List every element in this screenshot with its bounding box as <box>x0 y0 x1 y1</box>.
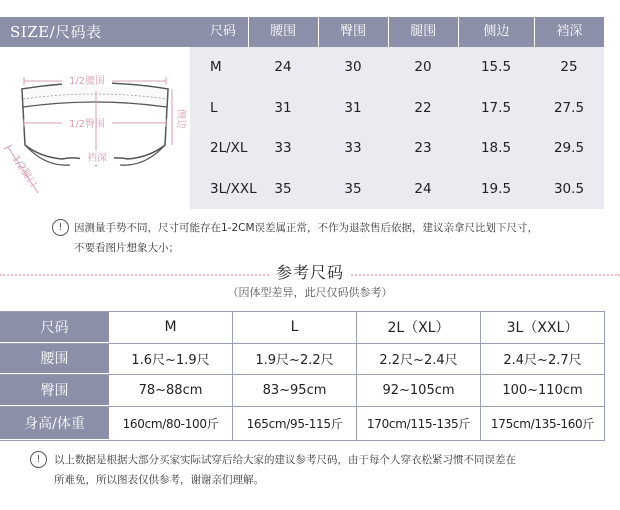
table-cell: 35 <box>344 180 362 197</box>
diagram-label-rise: 裆深 <box>87 153 107 164</box>
table-row <box>0 375 605 407</box>
header-hip: 臀围 <box>318 17 388 47</box>
header-size: 尺码 <box>210 24 237 39</box>
warning-icon: ! <box>30 451 47 468</box>
table-cell: 33 <box>344 140 362 157</box>
table-row <box>0 407 605 440</box>
table-cell: 31 <box>274 99 292 116</box>
table-row <box>190 169 604 210</box>
table-cell: 22 <box>414 99 432 116</box>
reference-note <box>54 450 614 490</box>
note-line: 所难免，所以图表仅供参考，谢谢亲们理解。 <box>54 474 264 486</box>
header-leg: 腿围 <box>388 17 458 47</box>
table-cell: M <box>109 312 233 343</box>
row-label-size: 尺码 <box>0 312 109 343</box>
row-label-waist: 腰围 <box>0 344 109 375</box>
row-label-hip: 臀围 <box>0 375 109 406</box>
table-cell: 35 <box>274 180 292 197</box>
table-cell: 18.5 <box>480 140 512 157</box>
size-table-header <box>190 17 604 47</box>
measurement-note <box>74 218 620 258</box>
table-cell: 2L/XL <box>210 140 248 157</box>
table-row <box>190 88 604 129</box>
table-cell: 3L/XXL <box>210 180 257 197</box>
table-cell: 3L（XXL） <box>481 312 605 343</box>
header-waist: 腰围 <box>248 17 318 47</box>
diagram-label-side: 侧边 <box>175 109 186 129</box>
table-cell: 92~105cm <box>357 375 481 406</box>
note-line: 以上数据是根据大部分买家实际试穿后给大家的建议参考尺码，由于每个人穿衣松紧习惯不同误差在 <box>54 454 516 466</box>
table-row <box>0 344 605 376</box>
table-cell: 17.5 <box>480 99 512 116</box>
table-cell: 83~95cm <box>233 375 357 406</box>
reference-subtitle: （因体型差异，此尺仅码供参考） <box>227 286 393 299</box>
header-side: 侧边 <box>458 17 534 47</box>
table-cell: 30 <box>344 59 362 76</box>
diagram-label-waist: 1/2腰围 <box>68 76 106 87</box>
warning-icon: ! <box>52 219 69 236</box>
table-cell: 170cm/115-135斤 <box>357 407 481 440</box>
size-table-body <box>190 47 604 209</box>
size-table-title: SIZE/尺码表 <box>0 17 190 47</box>
table-cell: 2L（XL） <box>357 312 481 343</box>
table-cell: 24 <box>274 59 292 76</box>
table-cell: 24 <box>414 180 432 197</box>
table-row <box>190 47 604 88</box>
diagram-label-leg: 1/2腿口 <box>9 153 39 190</box>
table-cell: 27.5 <box>553 99 585 116</box>
table-cell: 31 <box>344 99 362 116</box>
note-line: 不要看图片想象大小； <box>74 242 179 254</box>
table-cell: 19.5 <box>480 180 512 197</box>
table-cell: M <box>210 59 222 76</box>
header-rise: 裆深 <box>534 17 604 47</box>
table-cell: 15.5 <box>480 59 512 76</box>
table-cell: 100~110cm <box>481 375 605 406</box>
table-cell: 175cm/135-160斤 <box>481 407 605 440</box>
table-cell: 165cm/95-115斤 <box>233 407 357 440</box>
table-cell: 20 <box>414 59 432 76</box>
table-row <box>190 128 604 169</box>
note-line: 因测量手势不同，尺寸可能存在1-2CM误差属正常，不作为退款售后依据，建议亲拿尺比划下尺寸， <box>74 222 539 234</box>
row-label-height-weight: 身高/体重 <box>0 407 109 440</box>
table-cell: 33 <box>274 140 292 157</box>
reference-title-text: 参考尺码 <box>270 263 350 282</box>
table-cell: L <box>210 99 218 116</box>
table-cell: L <box>233 312 357 343</box>
table-cell: 160cm/80-100斤 <box>109 407 233 440</box>
underwear-diagram <box>0 47 190 209</box>
reference-title <box>0 260 620 283</box>
table-cell: 1.9尺~2.2尺 <box>233 344 357 375</box>
reference-table <box>0 311 605 441</box>
table-cell: 2.4尺~2.7尺 <box>481 344 605 375</box>
table-cell: 2.2尺~2.4尺 <box>357 344 481 375</box>
table-row <box>0 312 605 344</box>
table-cell: 30.5 <box>553 180 585 197</box>
diagram-label-hip: 1/2臀围 <box>68 119 106 130</box>
table-cell: 1.6尺~1.9尺 <box>109 344 233 375</box>
table-cell: 78~88cm <box>109 375 233 406</box>
table-cell: 29.5 <box>553 140 585 157</box>
table-cell: 25 <box>560 59 578 76</box>
table-cell: 23 <box>414 140 432 157</box>
